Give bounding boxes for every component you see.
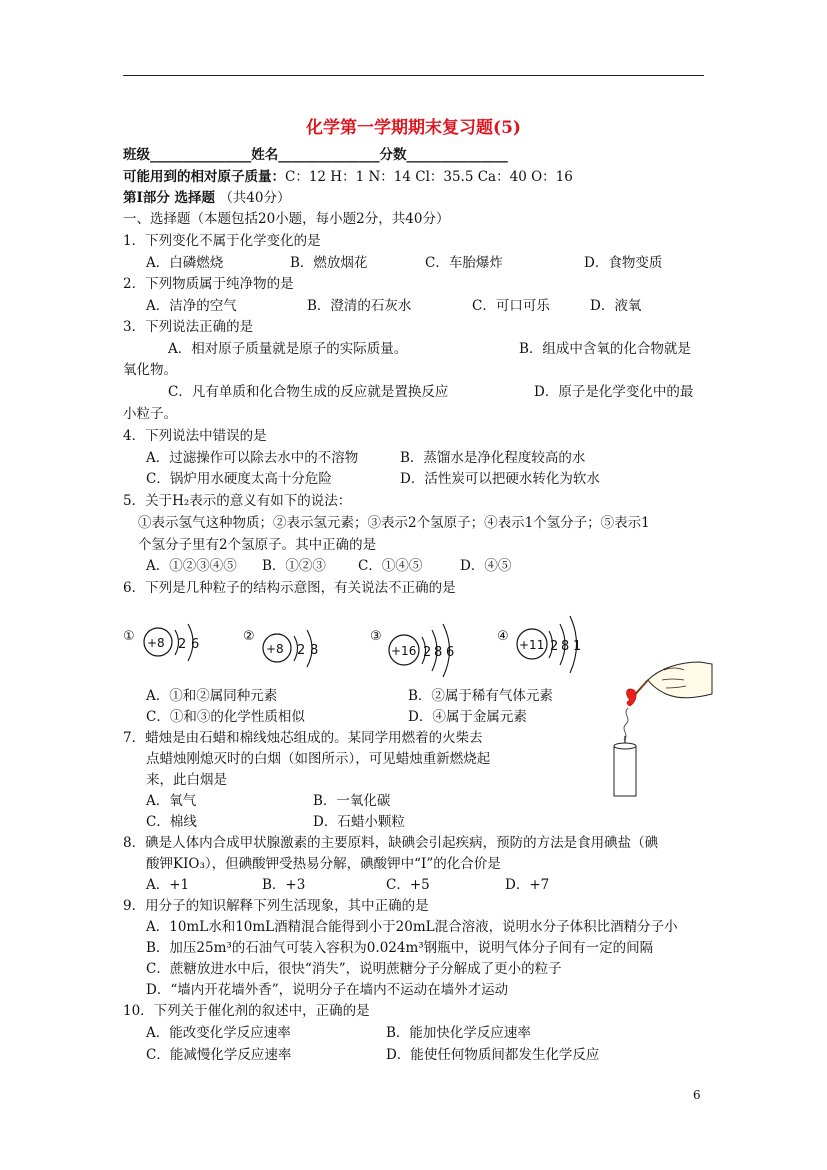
option: D．④属于金属元素 (408, 709, 527, 725)
option: A．洁净的空气 (146, 298, 237, 314)
option: B．组成中含氧的化合物就是 (519, 341, 691, 357)
shell-electrons: 2 (297, 643, 306, 658)
question-stem: 5．关于H₂表示的意义有如下的说法： (123, 493, 352, 509)
option: D．液氧 (590, 298, 642, 314)
option: B．加压25m³的石油气可装入容积为0.024m³钢瓶中，说明气体分子间有一定的间隔 (146, 940, 654, 956)
option: B．澄清的石灰水 (307, 298, 412, 314)
option: D．④⑤ (460, 558, 512, 574)
option: C．凡有单质和化合物生成的反应就是置换反应 (168, 384, 449, 400)
option-continued: 氧化物。 (123, 362, 177, 378)
option: C．①④⑤ (358, 558, 423, 574)
question-text: 酸钾KIO₃），但碘酸钾受热易分解，碘酸钾中“I”的化合价是 (146, 856, 501, 872)
atom-label: ② (243, 629, 255, 644)
option: C．能减慢化学反应速率 (146, 1047, 292, 1063)
atom-label: ④ (497, 629, 509, 644)
candle-match-illustration (600, 650, 720, 800)
question-stem: 6．下列是几种粒子的结构示意图，有关说法不正确的是 (123, 580, 456, 596)
question-text: ①表示氢气这种物质；②表示氢元素；③表示2个氢原子；④表示1个氢分子；⑤表示1 (138, 515, 650, 531)
atomic-mass-label: 可能用到的相对原子质量： (123, 169, 285, 185)
option: B．+3 (262, 877, 306, 893)
option: D．+7 (505, 877, 550, 893)
option: A．①②③④⑤ (146, 558, 237, 574)
question-text: 来，此白烟是 (146, 772, 227, 788)
option: B．能加快化学反应速率 (386, 1025, 531, 1041)
option: C．车胎爆炸 (425, 255, 503, 271)
option: B．蒸馏水是净化程度较高的水 (400, 450, 586, 466)
option: A．10mL水和10mL酒精混合能得到小于20mL混合溶液，说明水分子体积比酒精分子小 (146, 919, 678, 935)
shell-electrons: 1 (573, 639, 582, 654)
option: D．“墙内开花墙外香”，说明分子在墙内不运动在墙外才运动 (146, 982, 509, 998)
question-stem: 4．下列说法中错误的是 (123, 428, 267, 444)
section-heading: 一、选择题（本题包括20小题，每小题2分，共40分） (123, 211, 450, 227)
option: C．可口可乐 (472, 298, 550, 314)
option: B．②属于稀有气体元素 (408, 688, 553, 704)
atom-label: ① (123, 629, 135, 644)
option: A．白磷燃烧 (146, 255, 224, 271)
option: D．食物变质 (584, 255, 663, 271)
part-label: 第Ⅰ部分 选择题 (123, 190, 216, 206)
shell-electrons: 2 (423, 645, 432, 660)
question-stem: 10．下列关于催化剂的叙述中，正确的是 (123, 1003, 370, 1019)
atom-diagram-1 (123, 624, 199, 661)
option: C．蔗糖放进水中后，很快“消失”，说明蔗糖分子分解成了更小的粒子 (146, 961, 562, 977)
shell-electrons: 8 (434, 645, 443, 660)
nucleus-charge: +11 (519, 638, 545, 652)
page-title: 化学第一学期期末复习题(5) (306, 118, 521, 138)
match-flame-icon (627, 689, 637, 706)
option: B．①②③ (262, 558, 326, 574)
shell-electrons: 6 (446, 645, 455, 660)
shell-electrons: 2 (550, 639, 559, 654)
shell-electrons: 6 (191, 637, 200, 652)
option: D．原子是化学变化中的最 (534, 384, 694, 400)
question-stem: 9．用分子的知识解释下列生活现象，其中正确的是 (123, 898, 429, 914)
option: A．相对原子质量就是原子的实际质量。 (168, 341, 408, 357)
question-stem: 7．蜡烛是由石蜡和棉线烛芯组成的。某同学用燃着的火柴去 (123, 730, 483, 746)
option: A．+1 (146, 877, 190, 893)
option: A．能改变化学反应速率 (146, 1025, 291, 1041)
option: C．①和③的化学性质相似 (146, 709, 305, 725)
option: A．过滤操作可以除去水中的不溶物 (146, 450, 359, 466)
question-stem: 8．碘是人体内合成甲状腺激素的主要原料，缺碘会引起疾病，预防的方法是食用碘盐（碘 (123, 835, 659, 851)
shell-electrons: 2 (178, 637, 187, 652)
candle-top (614, 743, 636, 749)
hand-icon (648, 662, 712, 698)
question-text: 个氢分子里有2个氢原子。其中正确的是 (138, 537, 377, 553)
shell-electrons: 8 (561, 639, 570, 654)
option: C．锅炉用水硬度太高十分危险 (146, 471, 332, 487)
atomic-mass-values: C：12 H：1 N：14 Cl：35.5 Ca：40 O：16 (285, 169, 573, 185)
candle-body-icon (614, 746, 636, 796)
question-stem: 3．下列说法正确的是 (123, 319, 254, 335)
option-continued: 小粒子。 (123, 406, 177, 422)
option: D．石蜡小颗粒 (313, 814, 405, 830)
option: B．一氧化碳 (313, 793, 391, 809)
atom-diagram-2 (243, 629, 318, 667)
nucleus-charge: +16 (391, 644, 417, 658)
nucleus-charge: +8 (147, 636, 165, 650)
question-text: 点蜡烛刚熄灭时的白烟（如图所示），可见蜡烛重新燃烧起 (146, 751, 491, 767)
class-name-score-line: 班级_______________姓名_______________分数_______________ (123, 147, 508, 163)
option: A．氧气 (146, 793, 197, 809)
shell-electrons: 8 (310, 643, 319, 658)
page-number: 6 (693, 1088, 701, 1102)
atom-diagram-4 (497, 616, 581, 673)
nucleus-charge: +8 (266, 642, 284, 656)
atom-diagram-3 (370, 624, 454, 677)
question-stem: 1．下列变化不属于化学变化的是 (123, 233, 321, 249)
option: B．燃放烟花 (290, 255, 368, 271)
part-score: （共40分） (219, 190, 291, 206)
option: A．①和②属同种元素 (146, 688, 278, 704)
option: C．+5 (386, 877, 430, 893)
option: D．能使任何物质间都发生化学反应 (386, 1047, 600, 1063)
white-smoke-icon (624, 708, 628, 740)
atom-label: ③ (370, 629, 382, 644)
option: D．活性炭可以把硬水转化为软水 (400, 471, 600, 487)
question-stem: 2．下列物质属于纯净物的是 (123, 276, 294, 292)
option: C．棉线 (146, 814, 197, 830)
